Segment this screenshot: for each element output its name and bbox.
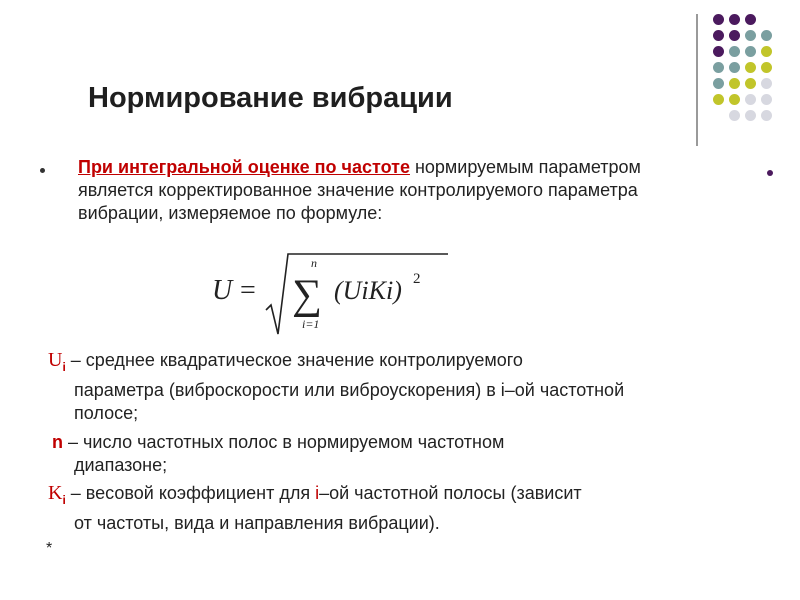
- decorative-dot: [729, 30, 740, 41]
- symbol-k: $K_i$: [48, 482, 66, 507]
- decorative-dot: [761, 62, 772, 73]
- decorative-dot: [713, 94, 724, 105]
- definition-ki-text: – весовой коэффициент для: [65, 483, 316, 503]
- decorative-dot-grid: [713, 14, 773, 126]
- formula-lhs: U: [212, 275, 233, 306]
- decorative-dot: [713, 78, 724, 89]
- decorative-dot: [729, 14, 740, 25]
- definition-n: [52, 431, 752, 477]
- decorative-divider-line: [696, 14, 698, 146]
- intro-paragraph: [78, 156, 678, 225]
- decorative-dot: [761, 46, 772, 57]
- intro-text: нормируемым параметром является корректированное значение контролируемого параметра вибрации, измеряемое по формуле:: [78, 157, 641, 223]
- definition-ki: [48, 482, 748, 535]
- decorative-dot: [729, 110, 740, 121]
- decorative-dot: [729, 94, 740, 105]
- decorative-dot: [745, 110, 756, 121]
- sum-lower-limit: i=1: [302, 317, 320, 331]
- definition-ui: [48, 349, 748, 425]
- definition-ui-line2: параметра (виброскорости или виброускорения) в i–ой частотной полосе;: [74, 380, 625, 423]
- decorative-dot: [745, 78, 756, 89]
- decorative-dot: [761, 78, 772, 89]
- definition-ki-line2: от частоты, вида и направления вибрации).: [74, 513, 440, 533]
- decorative-dot: [713, 62, 724, 73]
- bullet-icon: [40, 168, 45, 173]
- definition-ki-text-after: –ой частотной полосы (зависит: [319, 483, 582, 503]
- symbol-i: i: [315, 483, 320, 503]
- definition-n-line1: – число частотных полос в нормируемом частотном: [63, 432, 505, 452]
- decorative-bullet: [767, 170, 773, 176]
- symbol-u: $U_i$: [48, 349, 66, 374]
- decorative-dot: [729, 78, 740, 89]
- formula-equals: =: [240, 275, 256, 306]
- decorative-dot: [713, 14, 724, 25]
- decorative-dot: [745, 46, 756, 57]
- slide-title: Нормирование вибрации: [88, 82, 453, 114]
- definition-n-line2: диапазоне;: [74, 455, 168, 475]
- footnote-marker: *: [46, 540, 53, 557]
- decorative-dot: [729, 46, 740, 57]
- decorative-dot: [713, 30, 724, 41]
- symbol-n: n: [52, 432, 63, 452]
- definition-ui-line1: – среднее квадратическое значение контролируемого: [65, 350, 523, 370]
- decorative-dot: [745, 94, 756, 105]
- sum-upper-limit: n: [311, 256, 317, 270]
- decorative-dot: [761, 94, 772, 105]
- decorative-dot: [761, 110, 772, 121]
- decorative-dot: [745, 62, 756, 73]
- decorative-dot: [745, 30, 756, 41]
- intro-highlight: При интегральной оценке по частоте: [78, 157, 410, 177]
- summand-power: 2: [413, 271, 421, 287]
- decorative-dot: [745, 14, 756, 25]
- decorative-dot: [713, 46, 724, 57]
- decorative-dot: [761, 30, 772, 41]
- formula: [212, 252, 452, 342]
- sum-sigma-icon: ∑: [292, 272, 322, 318]
- decorative-dot: [729, 62, 740, 73]
- summand: (UiKi): [334, 276, 402, 305]
